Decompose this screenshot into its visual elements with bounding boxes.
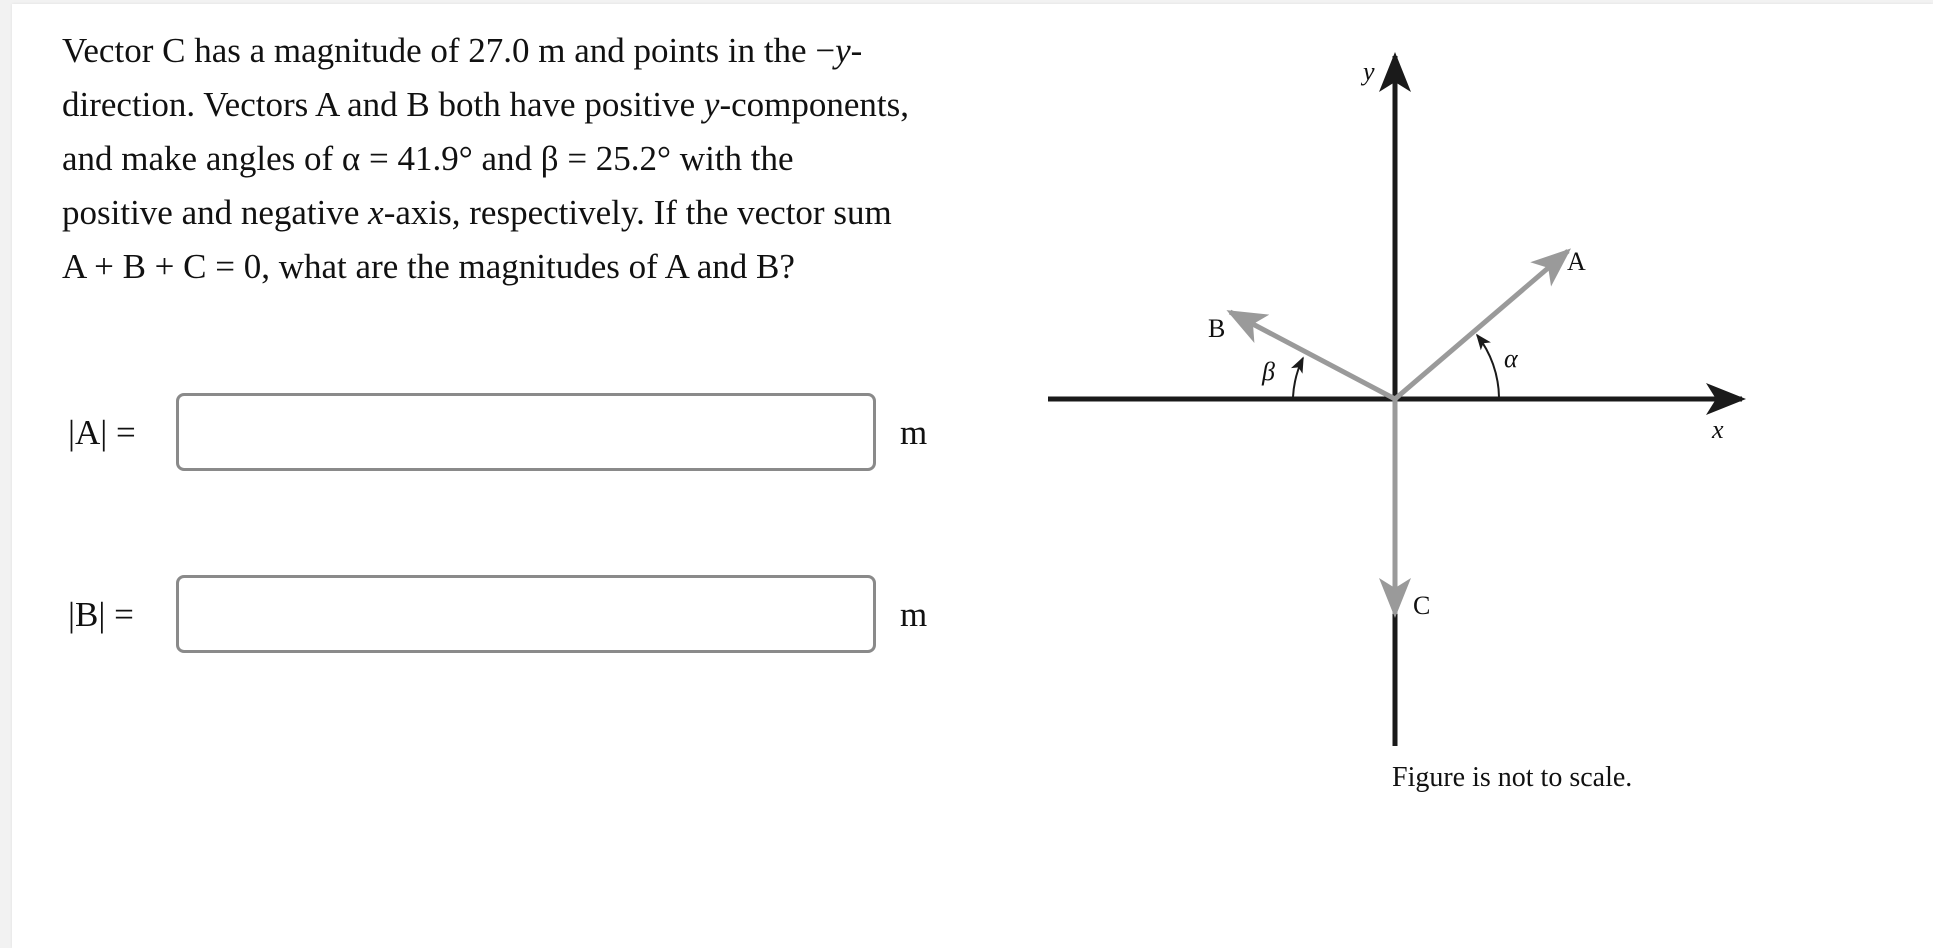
answer-row-b bbox=[68, 575, 968, 661]
y-axis-label: y bbox=[1363, 57, 1375, 86]
vector-a bbox=[1395, 251, 1568, 399]
question-line-3: and make angles of α = 41.9° and β = 25.2° with the bbox=[62, 139, 794, 178]
beta-label: β bbox=[1262, 357, 1275, 386]
x-axis-label: x bbox=[1712, 415, 1724, 444]
vector-diagram bbox=[1030, 40, 1770, 800]
magnitude-a-label: |A| = bbox=[68, 413, 136, 452]
question-text bbox=[62, 24, 962, 294]
question-line-4: positive and negative x-axis, respectively. If the vector sum bbox=[62, 193, 892, 232]
vector-b-label: B bbox=[1208, 314, 1226, 343]
magnitude-a-input[interactable] bbox=[176, 393, 876, 471]
question-line-2: direction. Vectors A and B both have positive y-components, bbox=[62, 85, 909, 124]
figure-caption: Figure is not to scale. bbox=[1392, 762, 1633, 793]
magnitude-b-input[interactable] bbox=[176, 575, 876, 653]
vector-a-label: A bbox=[1567, 247, 1586, 276]
magnitude-b-unit: m bbox=[900, 595, 928, 634]
beta-arc bbox=[1293, 358, 1303, 397]
answer-row-a bbox=[68, 393, 968, 479]
alpha-label: α bbox=[1504, 344, 1518, 373]
vector-c-label: C bbox=[1413, 591, 1431, 620]
magnitude-b-label: |B| = bbox=[68, 595, 134, 634]
question-line-5: A + B + C = 0, what are the magnitudes of A and B? bbox=[62, 247, 795, 286]
magnitude-a-unit: m bbox=[900, 413, 928, 452]
alpha-arc bbox=[1477, 335, 1499, 397]
question-line-1: Vector C has a magnitude of 27.0 m and points in the −y- bbox=[62, 31, 863, 70]
vector-b bbox=[1230, 312, 1395, 399]
